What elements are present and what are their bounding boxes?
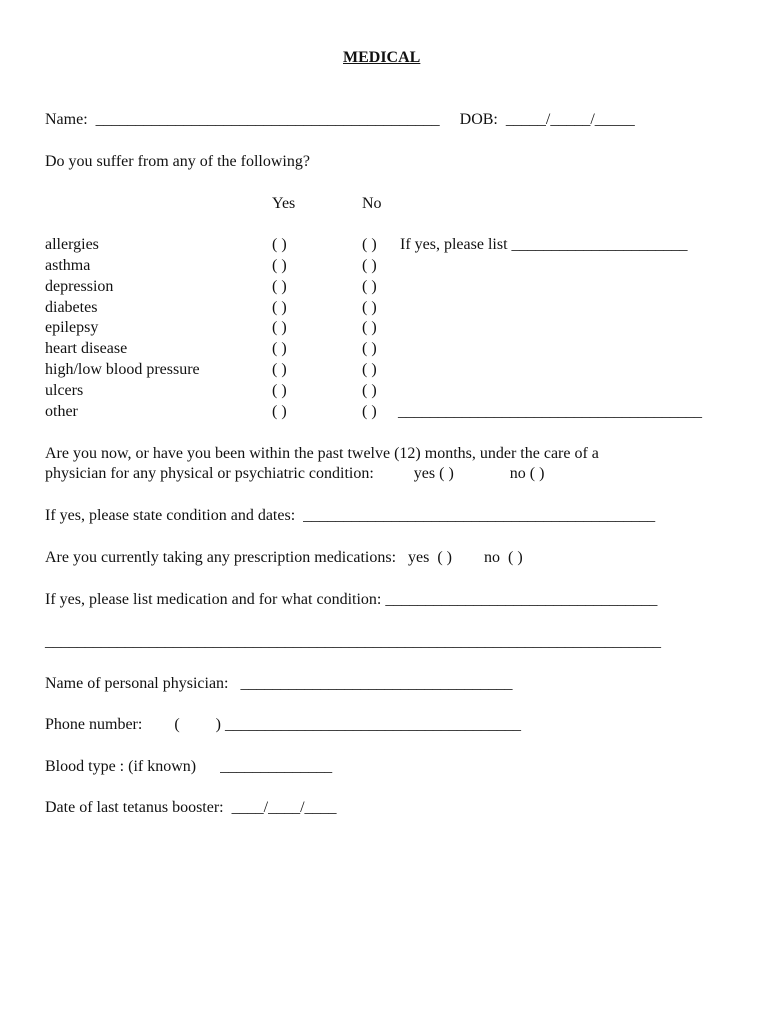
yes-checkbox[interactable]: ( ) (272, 278, 287, 295)
no-checkbox[interactable]: ( ) (362, 403, 377, 420)
no-checkbox[interactable]: ( ) (362, 278, 377, 295)
phone-number-field[interactable]: Phone number: ( ) _____________________________________ (45, 716, 521, 733)
state-condition-field[interactable]: If yes, please state condition and dates: ____________________________________________ (45, 507, 656, 524)
column-header-yes: Yes (272, 195, 296, 212)
list-medication-field[interactable]: If yes, please list medication and for what condition: __________________________________ (45, 591, 658, 608)
yes-checkbox[interactable]: ( ) (272, 299, 287, 316)
yes-checkbox[interactable]: ( ) (272, 361, 287, 378)
tetanus-booster-date-field[interactable]: Date of last tetanus booster: ____/____/____ (45, 799, 337, 816)
no-checkbox[interactable]: ( ) (362, 299, 377, 316)
physician-care-question-line1: Are you now, or have you been within the past twelve (12) months, under the care of a (45, 445, 599, 462)
yes-checkbox[interactable]: ( ) (272, 319, 287, 336)
yes-checkbox[interactable]: ( ) (272, 257, 287, 274)
prescription-question[interactable]: Are you currently taking any prescription medications: yes ( ) no ( ) (45, 549, 523, 566)
no-checkbox[interactable]: ( ) (362, 361, 377, 378)
no-checkbox[interactable]: ( ) (362, 382, 377, 399)
condition-label: allergies (45, 236, 99, 253)
no-checkbox[interactable]: ( ) (362, 236, 377, 253)
no-checkbox[interactable]: ( ) (362, 319, 377, 336)
condition-label: high/low blood pressure (45, 361, 200, 378)
no-checkbox[interactable]: ( ) (362, 257, 377, 274)
name-dob-line[interactable]: Name: ___________________________________________ DOB: _____/_____/_____ (45, 111, 635, 128)
column-header-no: No (362, 195, 382, 212)
condition-label: asthma (45, 257, 91, 274)
yes-checkbox[interactable]: ( ) (272, 403, 287, 420)
yes-checkbox[interactable]: ( ) (272, 236, 287, 253)
personal-physician-field[interactable]: Name of personal physician: __________________________________ (45, 675, 513, 692)
physician-care-question-line2[interactable]: physician for any physical or psychiatric condition: yes ( ) no ( ) (45, 465, 545, 482)
blood-type-field[interactable]: Blood type : (if known) ______________ (45, 758, 333, 775)
page-title: MEDICAL (343, 49, 421, 66)
condition-label: heart disease (45, 340, 128, 357)
question-intro: Do you suffer from any of the following? (45, 153, 310, 170)
no-checkbox[interactable]: ( ) (362, 340, 377, 357)
condition-label: ulcers (45, 382, 84, 399)
condition-label: other (45, 403, 78, 420)
yes-checkbox[interactable]: ( ) (272, 340, 287, 357)
medication-continuation-line[interactable]: _____________________________________________________________________________ (45, 633, 661, 650)
condition-label: diabetes (45, 299, 98, 316)
condition-label: depression (45, 278, 114, 295)
condition-label: epilepsy (45, 319, 99, 336)
yes-checkbox[interactable]: ( ) (272, 382, 287, 399)
other-condition-field[interactable]: ______________________________________ (398, 403, 702, 420)
allergies-list-field[interactable]: If yes, please list ______________________ (400, 236, 688, 253)
